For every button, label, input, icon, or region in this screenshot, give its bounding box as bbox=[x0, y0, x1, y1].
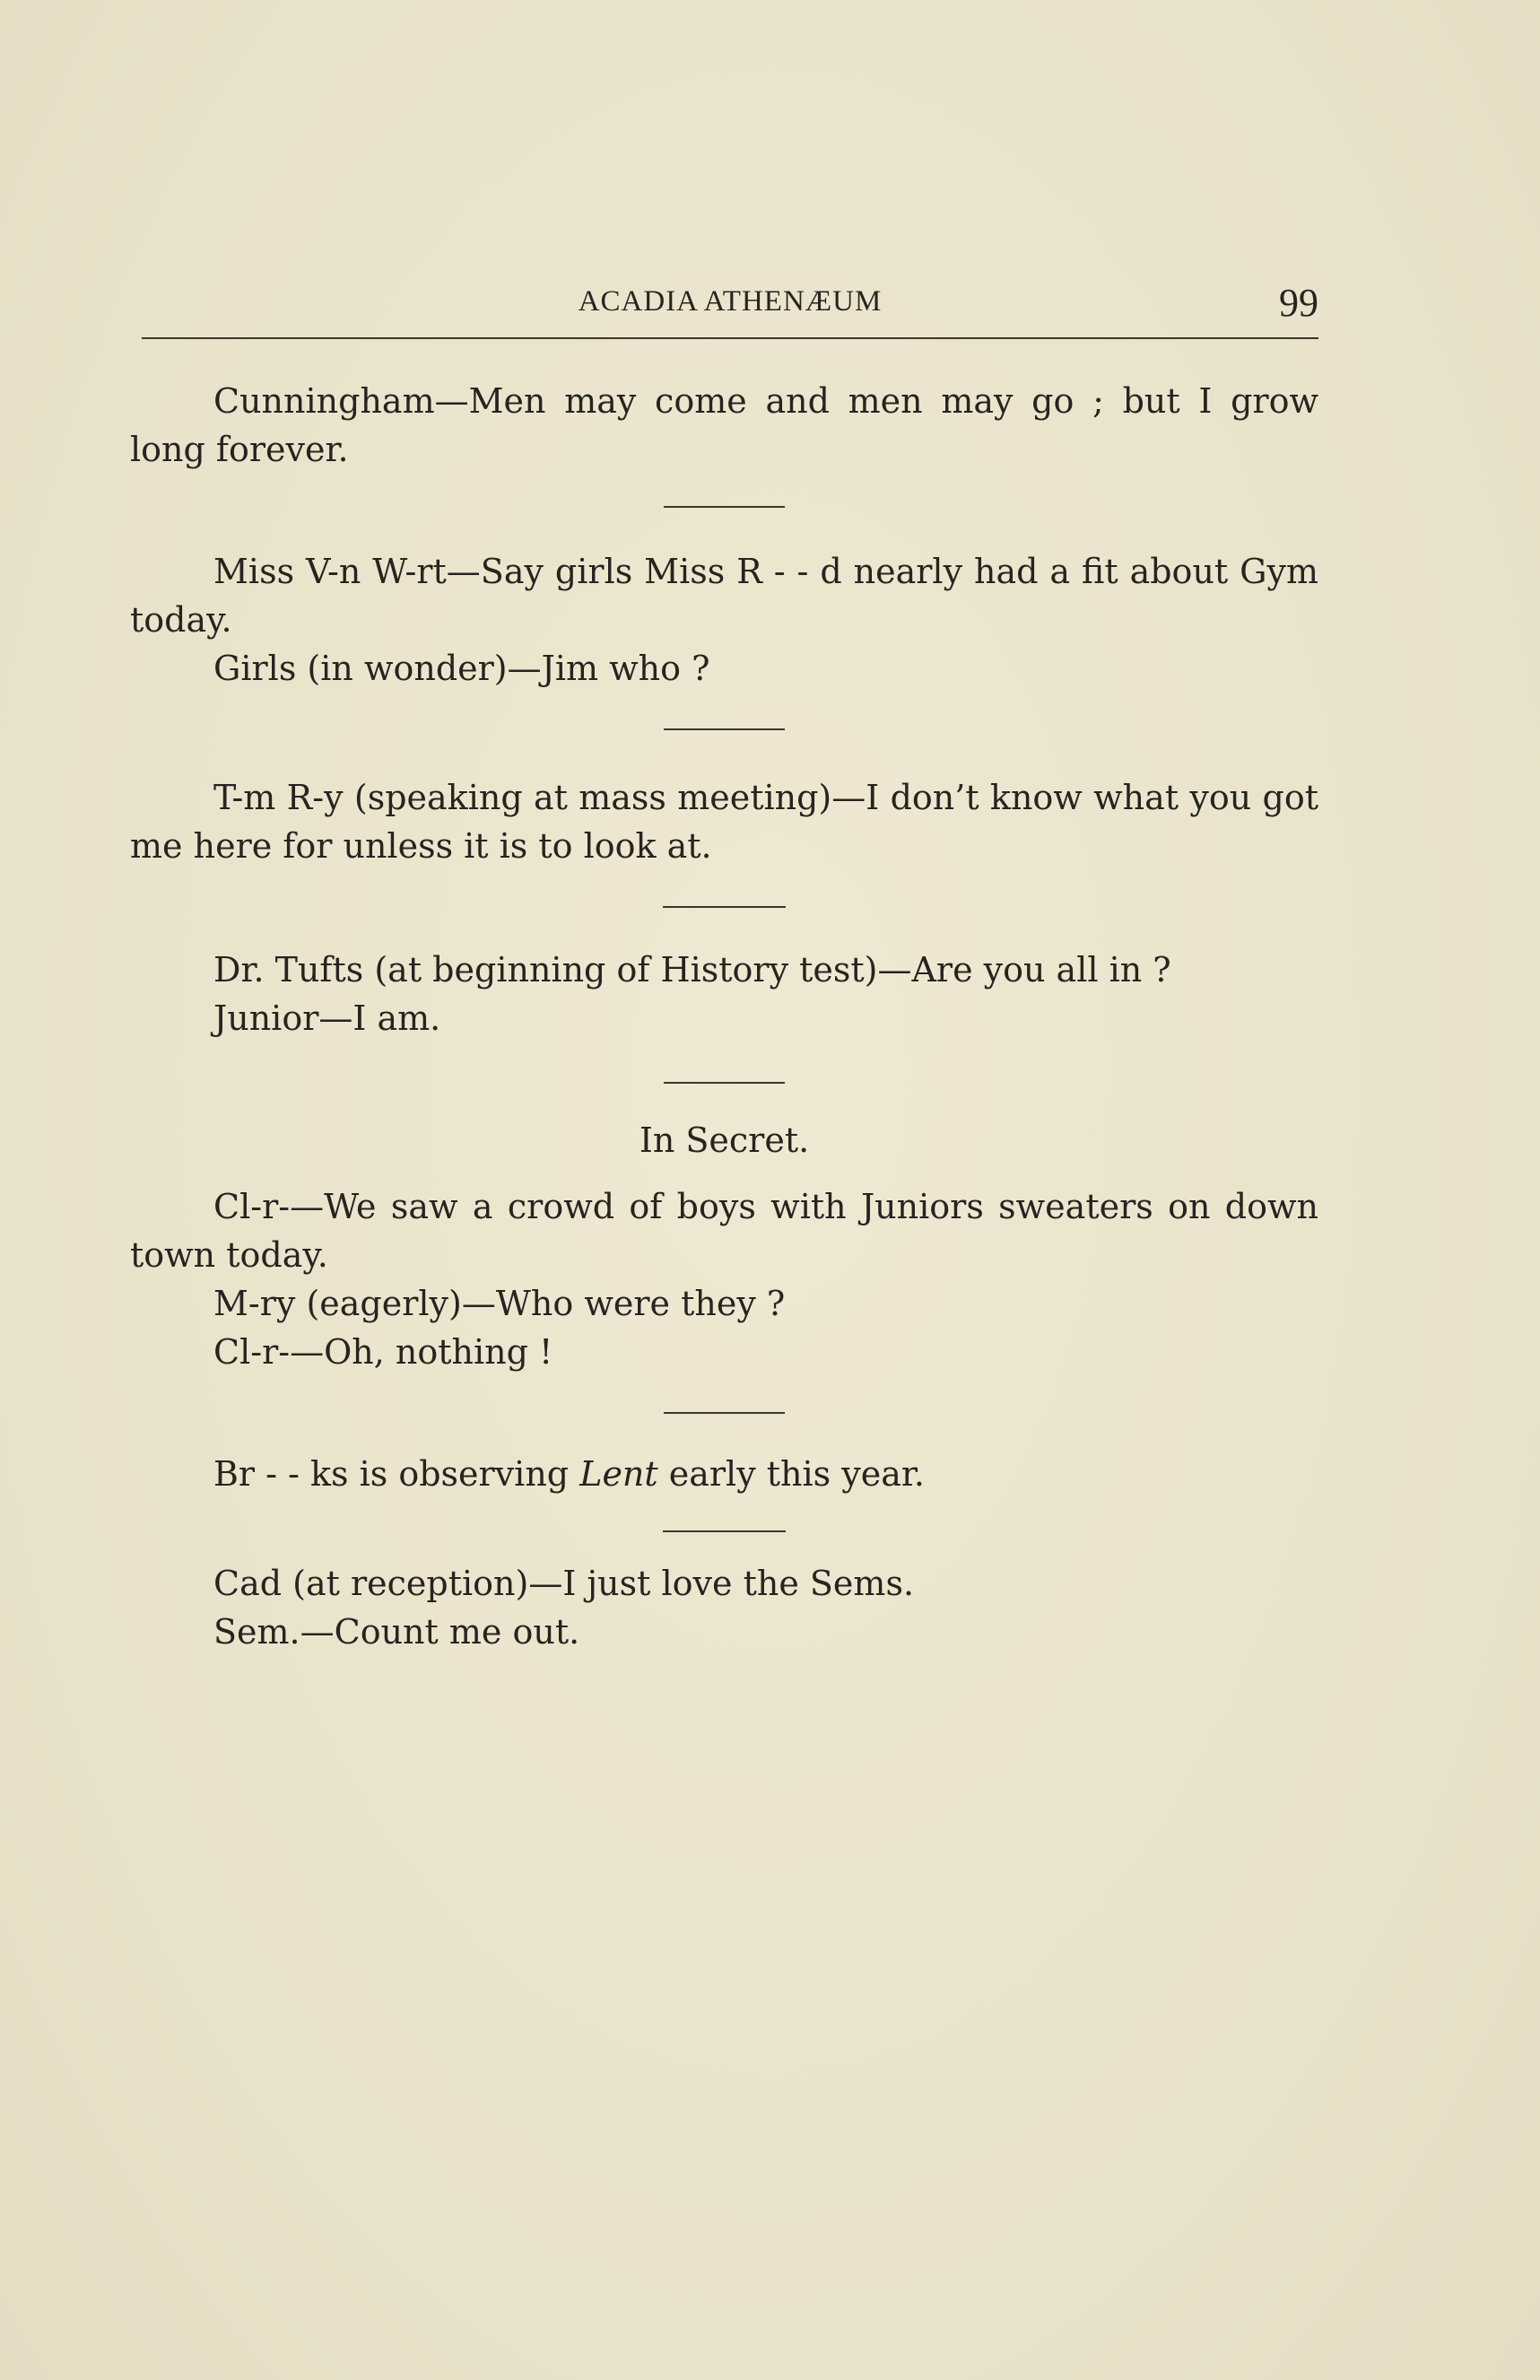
section-divider bbox=[664, 506, 785, 508]
entry-cl-r: Cl-r-—We saw a crowd of boys with Juniors sweaters on down town today. bbox=[130, 1187, 1318, 1275]
entry-brooks-text: Br - - ks is observing bbox=[213, 1454, 580, 1494]
entry-tm-ry: T-m R-y (speaking at mass meeting)—I don’t know what you got me here for unless it is to look at. bbox=[130, 778, 1318, 866]
section-divider bbox=[664, 728, 785, 730]
entry-sem-reply: Sem.—Count me out. bbox=[213, 1612, 580, 1652]
entry-m-ry-reply: M-ry (eagerly)—Who were they ? bbox=[213, 1284, 786, 1323]
page-content bbox=[130, 377, 1318, 1656]
entry-cad: Cad (at reception)—I just love the Sems. bbox=[213, 1564, 915, 1603]
section-divider bbox=[664, 1412, 785, 1414]
running-title: ACADIA ATHENÆUM bbox=[578, 285, 883, 318]
entry-girls-reply: Girls (in wonder)—Jim who ? bbox=[213, 649, 710, 688]
page-number: 99 bbox=[1279, 281, 1318, 325]
section-divider bbox=[663, 906, 786, 908]
section-heading-in-secret: In Secret. bbox=[639, 1120, 810, 1160]
section-divider bbox=[664, 1082, 785, 1084]
entry-junior-reply: Junior—I am. bbox=[213, 998, 441, 1038]
page-header bbox=[142, 269, 1318, 341]
section-divider bbox=[663, 1530, 786, 1532]
entry-cunningham: Cunningham—Men may come and men may go ; but I grow long forever. bbox=[130, 381, 1318, 469]
entry-brooks-italic: Lent bbox=[579, 1454, 658, 1494]
entry-brooks-text-end: early this year. bbox=[657, 1454, 925, 1494]
entry-miss-vn-wrt: Miss V-n W-rt—Say girls Miss R - - d nearly had a fit about Gym today. bbox=[130, 552, 1318, 640]
spacer bbox=[130, 1164, 1318, 1182]
header-rule bbox=[142, 337, 1318, 339]
entry-dr-tufts: Dr. Tufts (at beginning of History test)—Are you all in ? bbox=[213, 950, 1171, 989]
entry-brooks bbox=[130, 1450, 1318, 1498]
entry-cl-r-reply: Cl-r-—Oh, nothing ! bbox=[213, 1332, 553, 1372]
